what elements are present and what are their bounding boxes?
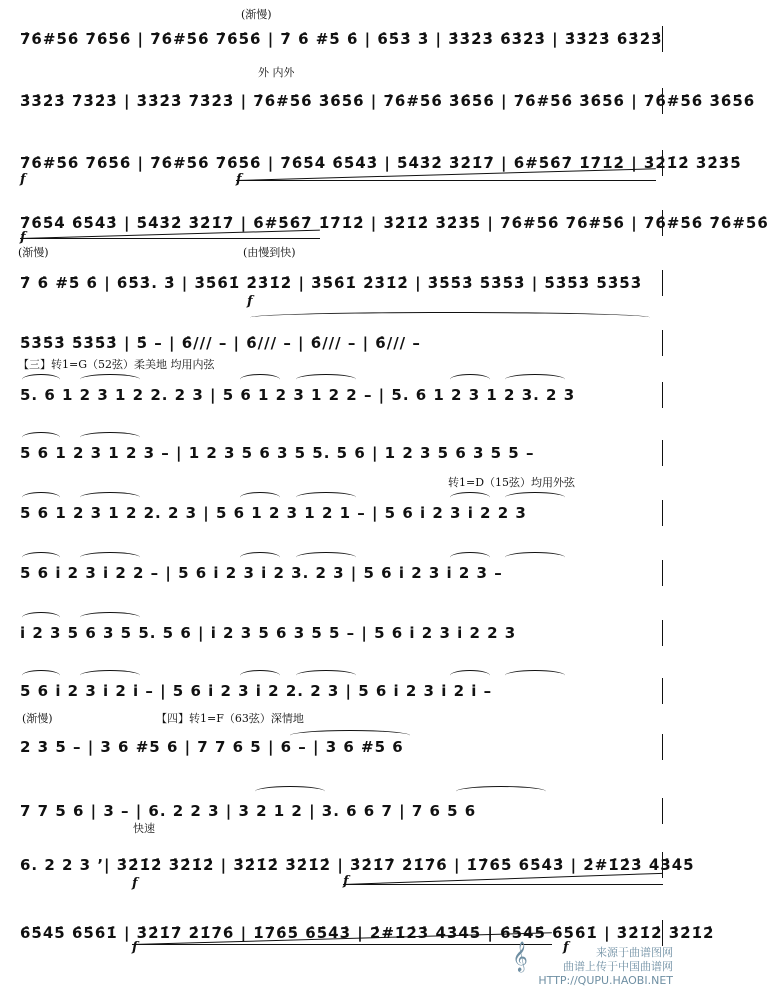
score-row-5 [0,244,679,304]
score-row-16 [0,894,715,955]
score-row-6 [0,294,679,364]
section-four-heading: 【四】转1=F（63弦）深情地 [156,712,304,725]
phrase-slur [240,552,280,563]
forte-mark: f [343,874,349,889]
notation-line: 6. 2 2 3 ’| 3̇2̇1̇2̇ 3̇2̇1̇2̇ | 3̇2̇1̇2̇ 3̇2̇1̇2̇ | 3̇2̇1̇7̇ 2̇1̇7̇6̇ | 1̇7̇6̇5̇ 6̇5̇4̇3̇ | 2̇#1̇2̇3̇ 4̇3̇4̇5̇ [20,856,695,874]
end-bar-line [662,330,663,356]
phrase-slur [22,432,60,443]
end-bar-line [662,270,663,296]
phrase-slur [296,552,356,563]
tie-arc [250,312,650,323]
forte-mark: f [20,230,26,245]
forte-mark: f [132,876,138,891]
watermark-line-2: 曲谱上传于中国曲谱网 [563,960,673,973]
notation-line: 7 7 5 6 | 3 – | 6. 2 2 3 | 3 2 1 2 | 3. 6 6 7 | 7 6 5 6 [20,802,477,820]
phrase-slur [80,552,140,563]
phrase-slur [296,374,356,385]
phrase-slur [80,374,140,385]
crescendo-hairpin [20,238,320,239]
phrase-slur [22,670,60,681]
end-bar-line [662,798,663,824]
phrase-slur [456,786,546,797]
score-row-11 [0,594,679,654]
score-row-2 [0,62,756,122]
end-bar-line [662,500,663,526]
site-watermark [512,942,673,988]
phrase-slur [505,670,565,681]
score-row-7 [0,356,679,416]
notation-line: 7̇6̇5̇4̇ 6̇5̇4̇3̇ | 5̇4̇3̇2̇ 3̇2̇1̇7̇ | 6̇#5̇6̇7̇ 1̇7̇1̇2̇ | 3̇2̇1̇2̇ 3̇2̇3̇5̇ | 7̇6̇#5̇6̇ 7̇6̇#5̇6̇ | 7̇6̇#5̇6̇ 7̇6̇#5̇6̇ [20,214,769,232]
forte-mark: f [132,940,138,955]
phrase-slur [296,492,356,503]
notation-line: 7̇6̇#5̇6̇ 7̇6̇5̇6̇ | 7̇6̇#5̇6̇ 7̇6̇5̇6̇ | 7̇ 6̇ #5̇ 6̇ | 6̇5̇3̇ 3̇ | 3̇3̇2̇3̇ 6̇3̇2̇3̇ | 3̇3̇2̇3̇ 6̇3̇2̇3̇ [20,30,663,48]
phrase-slur [80,612,140,623]
notation-line: 5 6 i 2 3 i 2 2 – | 5 6 i 2 3 i 2 3. 2 3 | 5 6 i 2 3 i 2 3 – [20,564,503,582]
notation-line: 5 6 i 2 3 i 2 i – | 5 6 i 2 3 i 2 2. 2 3 | 5 6 i 2 3 i 2 i – [20,682,493,700]
phrase-slur [450,670,490,681]
end-bar-line [662,560,663,586]
outer-inner-string-mark: 外 内外 [258,66,295,79]
score-row-14 [0,772,679,832]
end-bar-line [662,26,663,52]
crescendo-hairpin [132,944,552,945]
score-row-12 [0,652,679,712]
phrase-slur [296,670,356,681]
forte-mark: f [247,294,253,309]
score-row-15 [0,822,695,891]
tempo-slowing-mark: (渐慢) [241,8,272,21]
phrase-slur [240,374,280,385]
notation-line: i 2 3 5 6 3 5 5. 5 6 | i 2 3 5 6 3 5 5 – | 5 6 i 2 3 i 2 2 3 [20,624,517,642]
end-bar-line [662,920,663,946]
notation-line: 3̇3̇2̇3̇ 7̇3̇2̇3̇ | 3̇3̇2̇3̇ 7̇3̇2̇3̇ | 7̇6̇#5̇6̇ 3̇6̇5̇6̇ | 7̇6̇#5̇6̇ 3̇6̇5̇6̇ | 7̇6̇#5̇6̇ 3̇6̇5̇6̇ | 7̇6̇#5̇6̇ 3̇6̇5̇6̇ [20,92,756,110]
end-bar-line [662,678,663,704]
forte-mark: f [236,172,242,187]
end-bar-line [662,440,663,466]
phrase-slur [505,374,565,385]
treble-clef-icon: 𝄞 [512,942,528,972]
phrase-slur [80,432,140,443]
watermark-line-1: 来源于曲谱图网 [596,946,673,959]
notation-line: 5 6 1 2 3 1 2 3 – | 1 2 3 5 6 3 5 5. 5 6 | 1 2 3 5 6 3 5 5 – [20,444,535,462]
phrase-slur [240,492,280,503]
phrase-slur [450,552,490,563]
phrase-slur [240,670,280,681]
end-bar-line [662,734,663,760]
tempo-slowing-mark: (渐慢) [22,712,53,725]
end-bar-line [662,620,663,646]
forte-mark: f [20,172,26,187]
notation-line: 2 3 5 – | 3 6 #5 6 | 7 7 6 5 | 6 – | 3 6 #5 6 [20,738,404,756]
phrase-slur [22,492,60,503]
phrase-slur [450,374,490,385]
fast-tempo-mark: 快速 [133,822,155,835]
tempo-slowing-mark: (渐慢) [18,246,49,259]
end-bar-line [662,88,663,114]
notation-line: 5 6 1 2 3 1 2 2. 2 3 | 5 6 1 2 3 1 2 1 – | 5 6 i 2 3 i 2 2 3 [20,504,527,522]
end-bar-line [662,382,663,408]
phrase-slur [290,730,410,741]
crescendo-hairpin [236,180,656,181]
notation-line: 7̇6̇#5̇6̇ 7̇6̇5̇6̇ | 7̇6̇#5̇6̇ 7̇6̇5̇6̇ | 7̇6̇5̇4̇ 6̇5̇4̇3̇ | 5̇4̇3̇2̇ 3̇2̇1̇7̇ | 6̇#5̇6̇7̇ 1̇7̇1̇2̇ | 3̇2̇1̇2̇ 3̇2̇3̇5̇ [20,154,742,172]
end-bar-line [662,150,663,176]
notation-line: 7̇ 6̇ #5̇ 6̇ | 6̇5̇3̇. 3̇ | 3̇5̇6̇1̇ 2̇3̇1̇2̇ | 3̇5̇6̇1̇ 2̇3̇1̇2̇ | 3̇5̇5̇3̇ 5̇3̇5̇3̇ | 5̇3̇5̇3̇ 5̇3̇5̇3̇ [20,274,643,292]
notation-line: 5̇3̇5̇3̇ 5̇3̇5̇3̇ | 5̇ – | 6̇/// – | 6̇/// – | 6̇/// – | 6̇/// – [20,334,421,352]
score-row-8 [0,414,679,474]
phrase-slur [505,492,565,503]
phrase-slur [80,670,140,681]
end-bar-line [662,852,663,878]
section-three-heading: 【三】转1=G（52弦）柔美地 均用内弦 [18,358,215,371]
phrase-slur [22,374,60,385]
score-row-10 [0,534,679,594]
forte-mark: f [563,940,569,955]
key-change-d-mark: 转1=D（15弦）均用外弦 [448,476,576,489]
end-bar-line [662,210,663,236]
crescendo-hairpin [343,884,663,885]
phrase-slur [450,492,490,503]
phrase-slur [22,552,60,563]
phrase-slur [255,786,325,797]
notation-line: 6̇5̇4̇5̇ 6̇5̇6̇1̇ | 3̇2̇1̇7̇ 2̇1̇7̇6̇ | 1̇7̇6̇5̇ 6̇5̇4̇3̇ | 2̇#1̇2̇3̇ 4̇3̇4̇5̇ | 6̇5̇4̇5̇ 6̇5̇6̇1̇ | 3̇2̇1̇2̇ 3̇2̇1̇2̇ [20,924,715,942]
slow-to-fast-mark: (由慢到快) [243,246,296,259]
phrase-slur [22,612,60,623]
phrase-slur [80,492,140,503]
score-row-1 [0,0,679,60]
notation-line: 5. 6 1 2 3 1 2 2. 2 3 | 5 6 1 2 3 1 2 2 – | 5. 6 1 2 3 1 2 3. 2 3 [20,386,576,404]
score-row-9 [0,474,679,534]
phrase-slur [505,552,565,563]
score-row-3 [0,124,742,187]
watermark-line-3: HTTP://QUPU.HAOBI.NET [538,974,673,987]
